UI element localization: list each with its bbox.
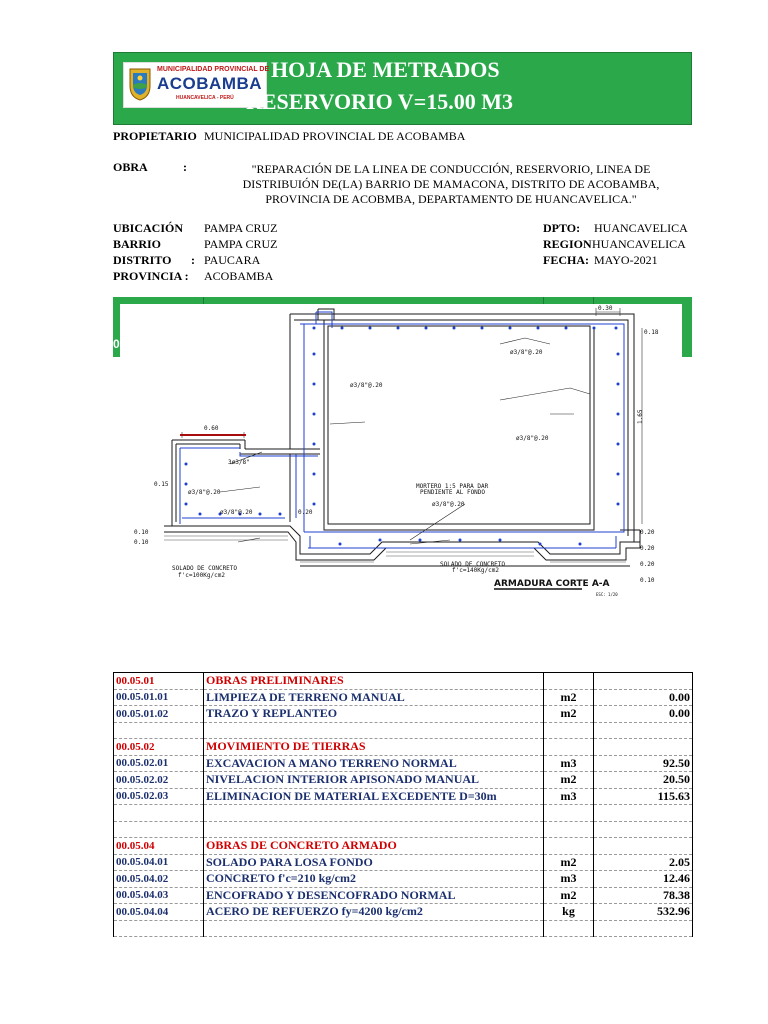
obra-colon: : — [183, 160, 187, 174]
item-description: CONCRETO f'c=210 kg/cm2 — [204, 871, 544, 888]
dim-label: 0.18 — [644, 329, 659, 336]
fecha-value: MAYO-2021 — [594, 253, 658, 267]
logo-line1: MUNICIPALIDAD PROVINCIAL DE — [157, 66, 270, 73]
table-row — [114, 904, 693, 921]
region-label: REGION — [543, 237, 592, 251]
distrito-colon: : — [191, 253, 195, 267]
item-unit: m2 — [544, 772, 594, 789]
item-code: 00.05.04.03 — [114, 887, 204, 904]
table-row — [114, 755, 693, 772]
page-title: HOJA DE METRADOS — [271, 57, 500, 82]
item-code: 00.05.04 — [114, 838, 204, 855]
item-code: 00.05.01.02 — [114, 706, 204, 723]
obra-description — [231, 162, 671, 207]
item-code: 00.05.02.02 — [114, 772, 204, 789]
item-code: 00.05.02.01 — [114, 755, 204, 772]
title-banner — [113, 52, 692, 125]
note-label: f'c=140Kg/cm2 — [452, 567, 499, 574]
propietario-value: MUNICIPALIDAD PROVINCIAL DE ACOBAMBA — [204, 129, 466, 143]
metrados-table — [113, 672, 693, 937]
table-row — [114, 689, 693, 706]
dim-label: 0.20 — [640, 561, 655, 568]
rebar-label: ø3/8"@.20 — [350, 382, 383, 389]
note-label: SOLADO DE CONCRETO — [440, 561, 506, 568]
item-quantity: 20.50 — [594, 772, 693, 789]
note-label: SOLADO DE CONCRETO — [172, 565, 238, 572]
item-unit — [544, 673, 594, 690]
item-description — [204, 920, 544, 937]
item-unit — [544, 920, 594, 937]
item-quantity — [594, 805, 693, 822]
item-description: MOVIMIENTO DE TIERRAS — [204, 739, 544, 756]
item-quantity — [594, 739, 693, 756]
item-quantity: 0.00 — [594, 706, 693, 723]
item-unit: m2 — [544, 887, 594, 904]
drawing-title: ARMADURA CORTE A-A — [494, 579, 610, 589]
item-code: 00.05.04.01 — [114, 854, 204, 871]
rebar-label: ø3/8"@.20 — [220, 509, 253, 516]
barrio-label: BARRIO — [113, 237, 162, 251]
dim-label: 0.20 — [298, 509, 313, 516]
dpto-value: HUANCAVELICA — [594, 221, 688, 235]
item-code — [114, 805, 204, 822]
drawing-scale: ESC: 1/20 — [596, 592, 618, 597]
table-row — [114, 854, 693, 871]
item-quantity: 115.63 — [594, 788, 693, 805]
item-quantity: 0.00 — [594, 689, 693, 706]
crest-icon — [127, 66, 153, 102]
table-row — [114, 788, 693, 805]
item-unit: m3 — [544, 755, 594, 772]
item-quantity — [594, 920, 693, 937]
item-unit: m3 — [544, 788, 594, 805]
logo-line3: HUANCAVELICA - PERÚ — [176, 95, 234, 101]
provincia-value: ACOBAMBA — [204, 269, 274, 283]
section-row — [114, 673, 693, 690]
blank-row — [114, 805, 693, 822]
section-row — [114, 739, 693, 756]
item-description — [204, 821, 544, 838]
fecha-label: FECHA: — [543, 253, 589, 267]
item-unit — [544, 821, 594, 838]
obra-line: "REPARACIÓN DE LA LINEA DE CONDUCCIÓN, RESERVORIO, LINEA DE — [251, 162, 651, 176]
item-code — [114, 821, 204, 838]
item-unit — [544, 739, 594, 756]
item-quantity: 532.96 — [594, 904, 693, 921]
item-quantity — [594, 838, 693, 855]
item-code: 00.05.04.04 — [114, 904, 204, 921]
rebar-label: ø3/8"@.20 — [510, 349, 543, 356]
item-unit: kg — [544, 904, 594, 921]
barrio-value: PAMPA CRUZ — [204, 237, 278, 251]
rebar-label: ø3/8"@.20 — [188, 489, 221, 496]
item-quantity: 2.05 — [594, 854, 693, 871]
dim-label: 0.20 — [640, 529, 655, 536]
item-quantity: 92.50 — [594, 755, 693, 772]
item-quantity — [594, 673, 693, 690]
reservoir-section-drawing — [120, 304, 682, 600]
blank-row — [114, 920, 693, 937]
section-row — [114, 838, 693, 855]
rebar-label: ø3/8"@.20 — [516, 435, 549, 442]
header-fragment: 0 — [113, 337, 120, 351]
note-label: MORTERO 1:5 PARA DAR — [416, 483, 489, 490]
item-unit — [544, 722, 594, 739]
item-description: TRAZO Y REPLANTEO — [204, 706, 544, 723]
dim-label: 0.10 — [134, 539, 149, 546]
item-quantity — [594, 821, 693, 838]
dim-label: 0.20 — [640, 545, 655, 552]
item-description: ELIMINACION DE MATERIAL EXCEDENTE D=30m — [204, 788, 544, 805]
distrito-value: PAUCARA — [204, 253, 261, 267]
item-description: EXCAVACION A MANO TERRENO NORMAL — [204, 755, 544, 772]
item-quantity: 12.46 — [594, 871, 693, 888]
item-unit: m3 — [544, 871, 594, 888]
note-label: f'c=100Kg/cm2 — [178, 572, 225, 579]
note-label: PENDIENTE AL FONDO — [420, 489, 486, 496]
item-description — [204, 722, 544, 739]
ubicacion-label: UBICACIÓN — [113, 221, 184, 235]
item-description: OBRAS DE CONCRETO ARMADO — [204, 838, 544, 855]
item-quantity — [594, 722, 693, 739]
item-description: ACERO DE REFUERZO fy=4200 kg/cm2 — [204, 904, 544, 921]
item-description: ENCOFRADO Y DESENCOFRADO NORMAL — [204, 887, 544, 904]
ubicacion-value: PAMPA CRUZ — [204, 221, 278, 235]
item-code: 00.05.01.01 — [114, 689, 204, 706]
table-row — [114, 706, 693, 723]
item-code: 00.05.02 — [114, 739, 204, 756]
dim-label: 0.15 — [154, 481, 169, 488]
table-row — [114, 871, 693, 888]
item-code — [114, 722, 204, 739]
item-unit — [544, 805, 594, 822]
item-code — [114, 920, 204, 937]
item-description: SOLADO PARA LOSA FONDO — [204, 854, 544, 871]
item-unit: m2 — [544, 706, 594, 723]
rebar-label: 3ø3/8" — [228, 459, 250, 466]
obra-label: OBRA — [113, 160, 148, 174]
item-code: 00.05.02.03 — [114, 788, 204, 805]
item-quantity: 78.38 — [594, 887, 693, 904]
obra-line: PROVINCIA DE ACOBMBA, DEPARTAMENTO DE HUANCAVELICA." — [265, 192, 637, 206]
dim-label: 0.10 — [134, 529, 149, 536]
dim-label: 1.65 — [637, 409, 644, 424]
item-description: LIMPIEZA DE TERRENO MANUAL — [204, 689, 544, 706]
provincia-label: PROVINCIA : — [113, 269, 189, 283]
item-description — [204, 805, 544, 822]
item-code: 00.05.01 — [114, 673, 204, 690]
table-row — [114, 887, 693, 904]
distrito-label: DISTRITO — [113, 253, 172, 267]
dim-label: 0.30 — [598, 305, 613, 312]
item-unit: m2 — [544, 689, 594, 706]
rebar-label: ø3/8"@.20 — [432, 501, 465, 508]
logo-line2: ACOBAMBA — [157, 74, 263, 93]
region-value: HUANCAVELICA — [592, 237, 686, 251]
item-code: 00.05.04.02 — [114, 871, 204, 888]
item-description: OBRAS PRELIMINARES — [204, 673, 544, 690]
dpto-label: DPTO: — [543, 221, 581, 235]
obra-line: DISTRIBUIÓN DE(LA) BARRIO DE MAMACONA, DISTRITO DE ACOBAMBA, — [242, 177, 660, 191]
blank-row — [114, 722, 693, 739]
page-subtitle: RESERVORIO V=15.00 M3 — [246, 89, 513, 114]
table-row — [114, 772, 693, 789]
blank-row — [114, 821, 693, 838]
dim-label: 0.10 — [640, 577, 655, 584]
dim-label: 0.60 — [204, 425, 219, 432]
item-unit — [544, 838, 594, 855]
propietario-label: PROPIETARIO — [113, 129, 197, 143]
item-description: NIVELACION INTERIOR APISONADO MANUAL — [204, 772, 544, 789]
item-unit: m2 — [544, 854, 594, 871]
